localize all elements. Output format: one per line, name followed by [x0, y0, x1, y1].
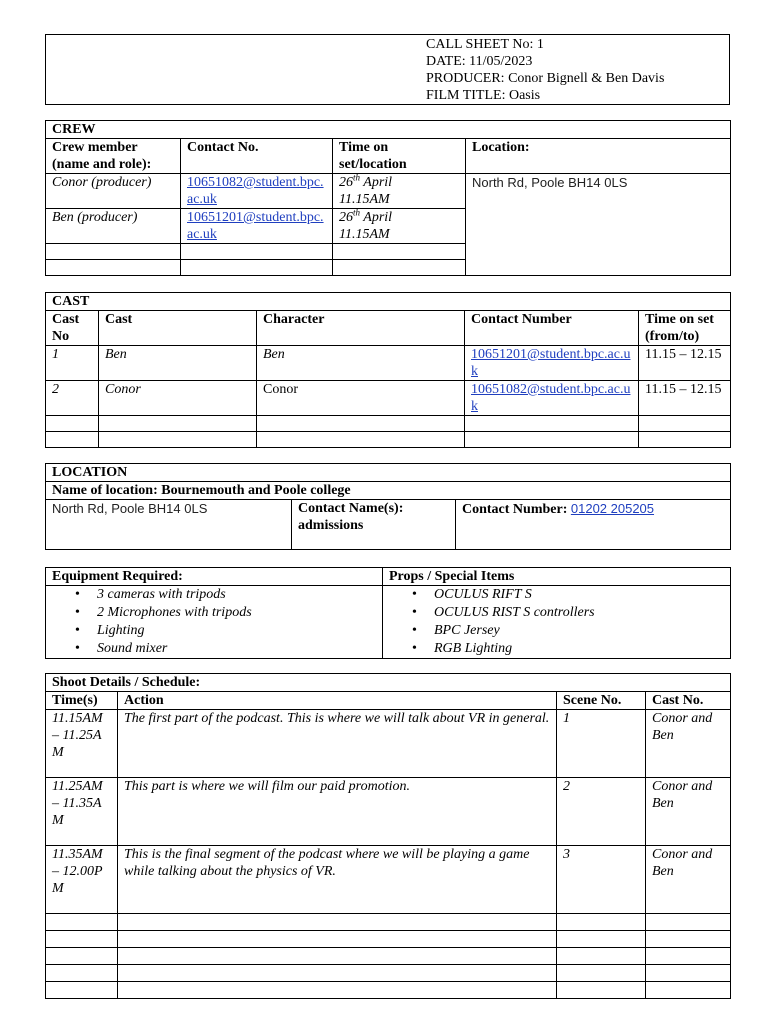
call-sheet-film-title: FILM TITLE: Oasis [426, 88, 541, 103]
schedule-empty-row [46, 982, 731, 999]
schedule-header-cast: Cast No. [646, 692, 731, 710]
schedule-action: This is the final segment of the podcast where we will be playing a game while talking about the physics of VR. [118, 846, 557, 914]
schedule-empty-row [46, 914, 731, 931]
crew-contact-cell [181, 209, 333, 244]
cast-title: CAST [46, 293, 731, 311]
crew-contact-link[interactable]: 10651201@student.bpc.ac.uk [187, 210, 324, 242]
cast-header-character: Character [257, 311, 465, 346]
crew-time-hour: 11.15AM [339, 192, 390, 207]
schedule-cast: Conor and Ben [646, 846, 731, 914]
cast-empty-row [46, 416, 731, 432]
crew-time-cell [333, 209, 466, 244]
schedule-action: The first part of the podcast. This is where we will talk about VR in general. [118, 710, 557, 778]
schedule-header-action: Action [118, 692, 557, 710]
schedule-table [45, 673, 731, 999]
crew-contact-link[interactable]: 10651082@student.bpc.ac.uk [187, 175, 324, 207]
cast-header-cast: Cast [99, 311, 257, 346]
schedule-empty-row [46, 948, 731, 965]
cast-row [46, 346, 731, 381]
crew-time-day-suffix: th [353, 207, 361, 218]
schedule-title: Shoot Details / Schedule: [46, 674, 731, 692]
location-title: LOCATION [46, 464, 731, 482]
schedule-time: 11.15AM – 11.25AM [46, 710, 118, 778]
crew-time-day-suffix: th [353, 172, 361, 183]
location-name: Name of location: Bournemouth and Poole college [46, 482, 731, 500]
props-item: • OCULUS RIST S controllers [434, 604, 724, 622]
schedule-time: 11.25AM – 11.35AM [46, 778, 118, 846]
schedule-row [46, 778, 731, 846]
location-contact-names-label: Contact Name(s): [298, 501, 404, 516]
equipment-props-table [45, 567, 731, 659]
equipment-list [52, 586, 376, 658]
schedule-empty-row [46, 931, 731, 948]
cast-header-no: Cast No [46, 311, 99, 346]
crew-location: North Rd, Poole BH14 0LS [466, 174, 731, 276]
crew-header-contact: Contact No. [181, 139, 333, 174]
header-table [45, 34, 730, 105]
schedule-row [46, 710, 731, 778]
crew-header-location: Location: [466, 139, 731, 174]
schedule-action: This part is where we will film our paid promotion. [118, 778, 557, 846]
schedule-time: 11.35AM – 12.00PM [46, 846, 118, 914]
call-sheet-producer: PRODUCER: Conor Bignell & Ben Davis [426, 71, 665, 86]
schedule-cast: Conor and Ben [646, 778, 731, 846]
call-sheet-number: CALL SHEET No: 1 [426, 37, 544, 52]
location-contact-names-cell [292, 500, 456, 550]
crew-time-hour: 11.15AM [339, 227, 390, 242]
equipment-item: • 3 cameras with tripods [97, 586, 376, 604]
crew-table [45, 120, 731, 276]
props-title: Props / Special Items [383, 568, 731, 586]
cast-header-time: Time on set (from/to) [639, 311, 731, 346]
crew-time-day: 26 [339, 175, 353, 190]
cast-name: Ben [99, 346, 257, 381]
call-sheet-date: DATE: 11/05/2023 [426, 54, 533, 69]
location-contact-number-link[interactable]: 01202 205205 [570, 501, 655, 516]
cast-header-contact: Contact Number [465, 311, 639, 346]
props-list-cell [383, 586, 731, 659]
cast-contact-cell [465, 346, 639, 381]
cast-contact-link[interactable]: 10651201@student.bpc.ac.uk [471, 347, 631, 379]
equipment-list-cell [46, 586, 383, 659]
cast-contact-link[interactable]: 10651082@student.bpc.ac.uk [471, 382, 631, 414]
props-list [389, 586, 724, 658]
crew-row [46, 174, 731, 209]
location-address: North Rd, Poole BH14 0LS [46, 500, 292, 550]
location-table [45, 463, 731, 550]
equipment-item: • Lighting [97, 622, 376, 640]
cast-character: Conor [257, 381, 465, 416]
crew-header-time: Time on set/location [333, 139, 466, 174]
schedule-row [46, 846, 731, 914]
location-contact-number-cell [456, 500, 731, 550]
props-item: • RGB Lighting [434, 640, 724, 658]
cast-table [45, 292, 731, 448]
location-contact-names-value: admissions [298, 518, 364, 533]
crew-member-name: Conor (producer) [46, 174, 181, 209]
cast-time: 11.15 – 12.15 [639, 346, 731, 381]
crew-time-month: April [360, 175, 393, 190]
cast-empty-row [46, 432, 731, 448]
crew-member-name: Ben (producer) [46, 209, 181, 244]
crew-contact-cell [181, 174, 333, 209]
header-cell [46, 35, 730, 105]
crew-time-cell [333, 174, 466, 209]
cast-no: 1 [46, 346, 99, 381]
schedule-header-time: Time(s) [46, 692, 118, 710]
cast-time: 11.15 – 12.15 [639, 381, 731, 416]
crew-time-month: April [360, 210, 393, 225]
cast-character: Ben [257, 346, 465, 381]
cast-row [46, 381, 731, 416]
props-item: • BPC Jersey [434, 622, 724, 640]
crew-time-day: 26 [339, 210, 353, 225]
schedule-scene: 2 [557, 778, 646, 846]
schedule-scene: 3 [557, 846, 646, 914]
cast-contact-cell [465, 381, 639, 416]
schedule-scene: 1 [557, 710, 646, 778]
schedule-cast: Conor and Ben [646, 710, 731, 778]
equipment-title: Equipment Required: [46, 568, 383, 586]
location-contact-number-label: Contact Number: [462, 502, 571, 517]
crew-header-member: Crew member (name and role): [46, 139, 181, 174]
cast-name: Conor [99, 381, 257, 416]
schedule-header-scene: Scene No. [557, 692, 646, 710]
equipment-item: • 2 Microphones with tripods [97, 604, 376, 622]
crew-title: CREW [46, 121, 731, 139]
props-item: • OCULUS RIFT S [434, 586, 724, 604]
schedule-empty-row [46, 965, 731, 982]
cast-no: 2 [46, 381, 99, 416]
equipment-item: • Sound mixer [97, 640, 376, 658]
